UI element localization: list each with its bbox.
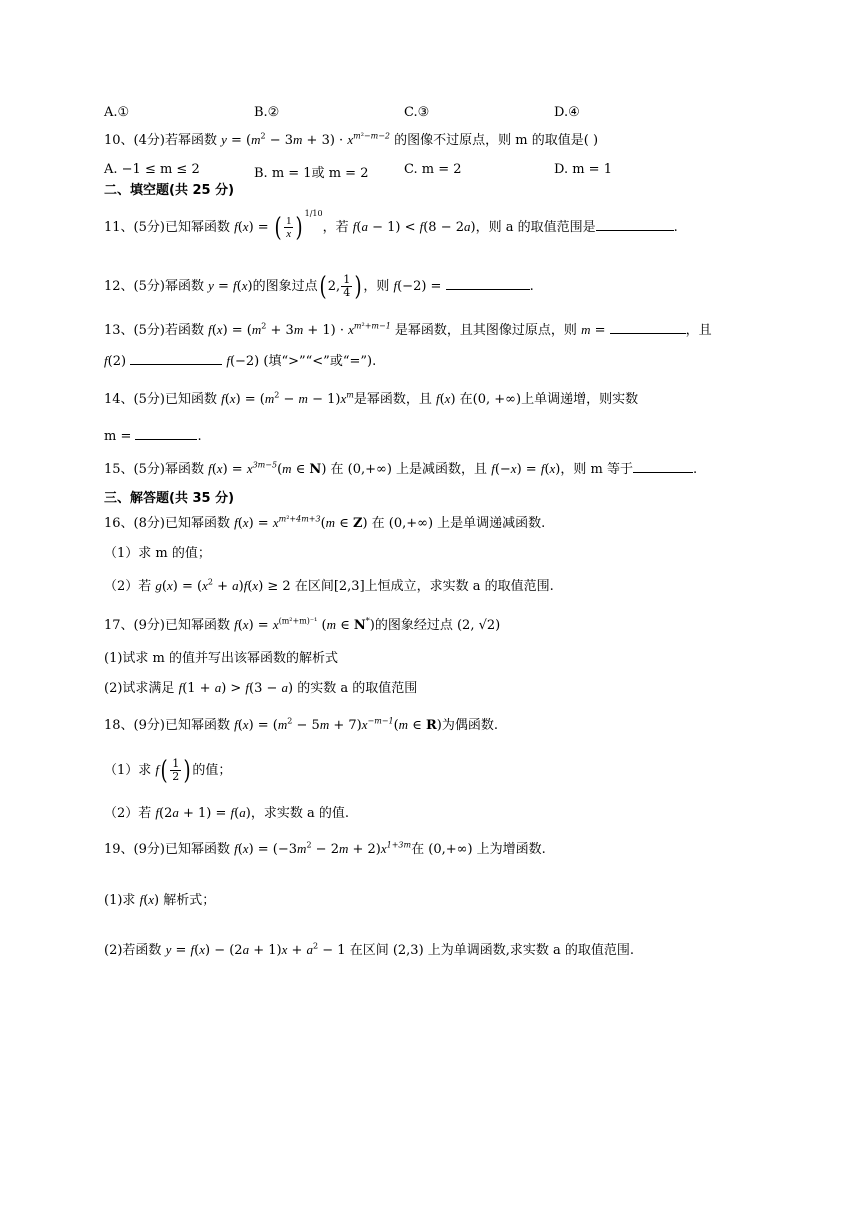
q10-option-d: D. m = 1 <box>554 162 612 177</box>
q18-part1: （1）求 f( $\frac{1}{2}$ ) 的值； <box>104 755 232 786</box>
section-answer: 三、解答题(共 35 分) <box>104 491 235 506</box>
q13-line2: f(2) f(−2) (填“>”“<”或“=”). <box>104 353 377 369</box>
q10-option-c: C. m = 2 <box>404 162 462 177</box>
q16: 16、(8分)已知幂函数 $f(x) = x^{m^2+4m+3}(m$ ∈ Z) 在 (0,+∞) 上是单调递减函数. <box>104 514 546 531</box>
q19-part2: (2)若函数 $y = f(x) - (2a + 1)x + a^2 - 1$ 在区间 (2,3) 上为单调函数,求实数 a 的取值范围. <box>104 941 635 958</box>
section-fill-in: 二、填空题(共 25 分) <box>104 183 235 198</box>
q18: 18、(9分)已知幂函数 $f(x) = (m^2 - 5m + 7)x^{-m-1}(m$ ∈ R)为偶函数. <box>104 716 498 733</box>
q9-option-b: B.② <box>254 105 280 120</box>
q17: 17、(9分)已知幂函数 $f(x) = x^{(m^2+m)^{-1}}$ (m ∈ N*)的图象经过点 (2, √2) <box>104 616 501 633</box>
q10-stem: 10、(4分)若幂函数 $y = (m^2 - 3m + 3) \cdot x^{m^2-m-2}$ 的图像不过原点，则 m 的取值是( ) <box>104 131 599 148</box>
q12: 12、(5分)幂函数 y = f(x)的图象过点( 2, $\frac{1}{4}$ ) ，则 f(−2) = . <box>104 271 534 302</box>
q19-part1: (1)求 f(x) 解析式； <box>104 892 216 908</box>
q15: 15、(5分)幂函数 $f(x) = x^{3m-5}(m$ ∈ N) 在 (0,+∞) 上是减函数，且 f(−x) = f(x)，则 m 等于 . <box>104 460 698 477</box>
q14: 14、(5分)已知函数 $f(x) = (m^2 - m - 1)x^m$是幂函数，且 f(x) 在(0, +∞)上单调递增，则实数 <box>104 390 639 407</box>
q16-part1: （1）求 m 的值； <box>104 546 211 561</box>
q14-line2: m = . <box>104 429 202 444</box>
q9-option-a: A.① <box>104 105 130 120</box>
q10-option-b: B. m = 1或 m = 2 <box>254 166 369 181</box>
q9-option-c: C.③ <box>404 105 430 120</box>
q13: 13、(5分)若函数 $f(x) = (m^2 + 3m + 1) \cdot x^{m^2+m-1}$ 是幂函数，且其图像过原点，则 m = ，且 <box>104 321 712 338</box>
q16-part2: （2）若 $g(x) = (x^2 + a)f(x) \ge 2$ 在区间[2,3]上恒成立，求实数 a 的取值范围. <box>104 577 554 594</box>
q11: 11、(5分)已知幂函数 f(x) = ( $\frac{1}{x}$ ) $^{1/10}$，若 f(a − 1) < f(8 − 2a)，则 a 的取值范围是 . <box>104 208 678 243</box>
q19: 19、(9分)已知幂函数 $f(x) = (-3m^2 - 2m + 2)x^{1+3m}$在 (0,+∞) 上为增函数. <box>104 840 546 857</box>
q9-option-d: D.④ <box>554 105 580 120</box>
q18-part2: （2）若 f(2a + 1) = f(a)，求实数 a 的值. <box>104 805 349 821</box>
q17-part2: (2)试求满足 f(1 + a) > f(3 − a) 的实数 a 的取值范围 <box>104 680 418 696</box>
q17-part1: (1)试求 m 的值并写出该幂函数的解析式 <box>104 651 339 666</box>
q10-option-a: A. −1 ≤ m ≤ 2 <box>104 162 200 177</box>
